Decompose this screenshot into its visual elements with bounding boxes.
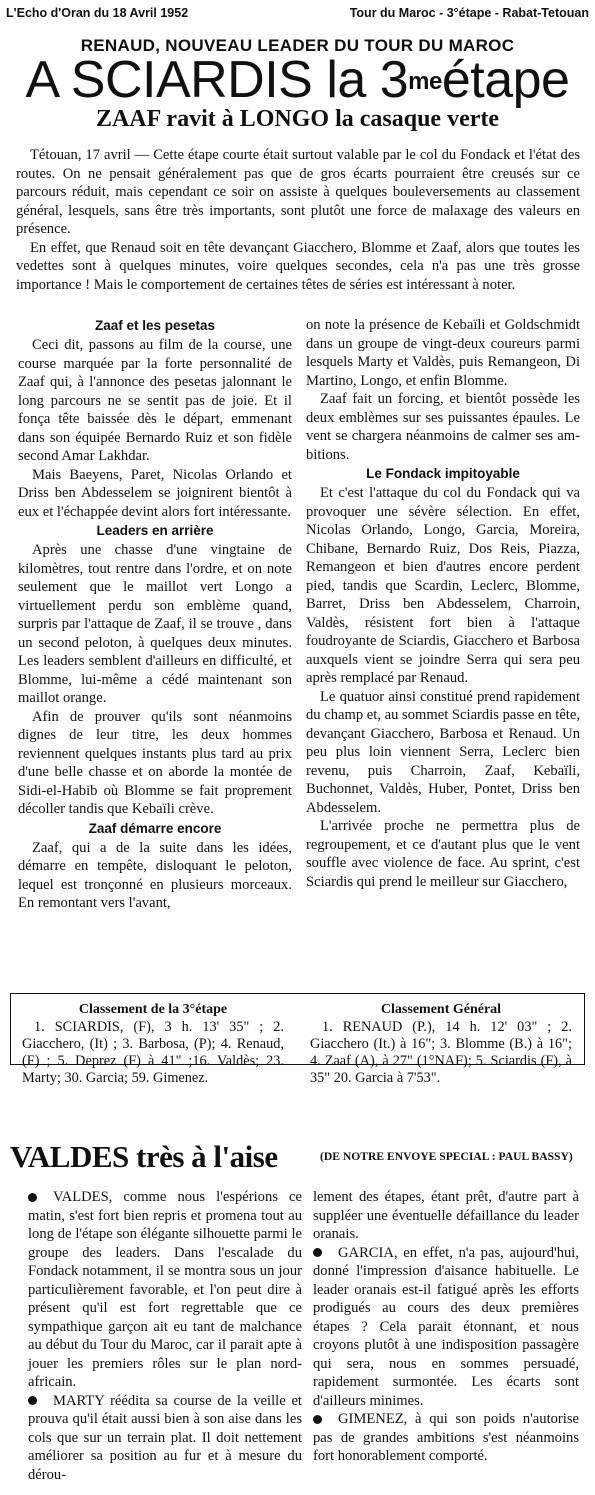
paragraph: Après une chasse d'une vingtaine de kilomètres, tout rentre dans l'ordre, et on note seulement que le maillot vert Longo a virtuellement perdu son emblème quand, surpris par l'attaque de Zaaf, il se trouve , dans un second peloton, à quelques deux minutes. Les leaders semblent d'ailleurs en difficulté, et Blomme, lui-même a cédé maintenant son maillot orange. — [18, 542, 292, 706]
paragraph: Ceci dit, passons au film de la course, une course marquée par la forte personnalité de Zaaf qui, à l'annonce des pesetas jalonnant le long parcours ne se sentit pas de joie. Et il fonça tête baissée dès le départ, emmenant dans son équipée Bernardo Ruiz et son fidèle second Amar Lakhdar. — [18, 337, 292, 464]
valdes-paragraph-text: VALDES, comme nous l'espérions ce matin, s'est fort bien repris et promena tout au long de l'étape son élégante silhouette parmi le groupe des leaders. Dans l'escalade du Fondack notamment, il se montra sous un jour particulièrement favorable, et l'on peut dire à présent qu'il est fort regrettable que ce sympathique garçon ait eu tant de malchance au début du Tour du Maroc, car il parait apte à jouer les premiers rôles sur le plan nord-africain. — [28, 1189, 302, 1390]
headline-end: étape — [441, 51, 570, 109]
article-intro — [16, 146, 580, 294]
section-heading: Zaaf démarre encore — [88, 820, 222, 836]
valdes-right-column — [313, 1188, 579, 1466]
section-heading: Zaaf et les pesetas — [94, 318, 216, 333]
valdes-paragraph-text: MARTY réédita sa course de la veille et prouva qu'il était aussi bien à son aise dans les cols que sur un terrain plat. Il doit nettement améliorer sa position au fur et à mesure du dérou- — [28, 1392, 302, 1483]
bullet-icon — [28, 1193, 37, 1202]
valdes-paragraph — [28, 1188, 302, 1392]
intro-paragraph: En effet, que Renaud soit en tête devançant Giacchero, Blomme et Zaaf, alors que toutes les vedettes sont à quelques minutes, voire quelques secondes, cela n'a pas une très grosse importance ! Mais le comportement de certaines têtes de séries est intéressant à noter. — [16, 239, 580, 293]
paragraph: Afin de prouver qu'ils sont néanmoins dignes de leur titre, les deux hommes reviennent quelques instants plus tard au prix d'une belle chasse et on aborde la montée de Sidi-el-Habib où Blomme se fait proprement décoller tandis que Kebaïli crève. — [18, 708, 292, 817]
valdes-paragraph — [28, 1392, 302, 1485]
bullet-icon — [313, 1415, 322, 1424]
headline-superscript: me — [408, 68, 442, 95]
header-stage: Tour du Maroc - 3°étape - Rabat-Tetouan — [349, 6, 589, 20]
article-headline — [0, 51, 595, 109]
paragraph: Zaaf, qui a de la suite dans les idées, démarre en tempête, disloquant le peloton, lequel est tronçonné en plusieurs morceaux. En remontant vers l'avant, — [18, 839, 292, 911]
section-heading: Le Fondack impitoyable — [366, 466, 520, 481]
bullet-icon — [28, 1396, 37, 1405]
paragraph: Et c'est l'attaque du col du Fondack qui va provoquer une sévère sélection. En effet, Nicolas Orlando, Longo, Garcia, Moreira, Chibane, Bernardo Ruiz, Dos Reis, Piazza, Remangeon et bien d'autres encore perdent pied, tandis que Scardin, Leclerc, Blomme, Barret, Driss ben Abdesselem, Charroin, Valdès, résistent fort bien à l'attaque foudroyante de Sciardis, Giacchero et Barbosa auxquels vient se joindre Serra qui sera peu après remplacé par Renaud. — [306, 485, 580, 686]
paragraph: Le quatuor ainsi constitué prend rapidement du champ et, au sommet Sciardis passe en tête, devançant Giacchero, Barbosa et Renaud. Un peu plus loin viennent Serra, Leclerc bien revenu, puis Charroin, Zaaf, Kebaïli, Buchonnet, Valdès, Huber, Pontet, Driss ben Abdesselem. — [306, 688, 580, 816]
intro-paragraph: Tétouan, 17 avril — Cette étape courte était surtout valable par le col du Fondack et l'état des routes. On ne pensait généralement pas que de gros écarts pourraient être creusés sur ce parcours réduit, mais cependant ce soir on assiste à quelques bouleversements au classement général, lesquels, sans être très importants, sont plutôt une force de malaxage des valeurs en présence. — [16, 147, 580, 237]
stage-classification-title: Classement de la 3°étape — [78, 1002, 228, 1017]
paragraph: Zaaf fait un forcing, et bientôt possède les deux emblèmes sur ses puissantes épaules. Le vent se chargera néanmoins de calmer ses am-bitions. — [306, 391, 580, 463]
valdes-headline: VALDES très à l'aise — [10, 1139, 278, 1174]
article-subhead: ZAAF ravit à LONGO la casaque verte — [95, 106, 500, 132]
header-source: L'Echo d'Oran du 18 Avril 1952 — [6, 6, 189, 20]
bullet-icon — [313, 1248, 322, 1257]
stage-classification — [22, 1001, 284, 1087]
general-classification — [310, 1001, 572, 1087]
right-column — [306, 316, 580, 891]
paragraph: Mais Baeyens, Paret, Nicolas Orlando et Driss ben Abdesselem se joignirent bientôt à eux et l'échappée devint alors fort intéressante. — [18, 466, 292, 520]
valdes-left-column — [28, 1188, 302, 1484]
left-column — [18, 316, 292, 913]
paragraph-continued: on note la présence de Kebaïli et Goldschmidt dans un groupe de vingt-deux coureurs parmi lesquels Marty et Valdès, puis Remangeon, Di Martino, Longo, et enfin Blomme. — [306, 317, 580, 389]
headline-main: A SCIARDIS la 3 — [25, 51, 409, 109]
stage-classification-text: 1. SCIARDIS, (F), 3 h. 13' 35" ; 2. Giacchero, (It) ; 3. Barbosa, (P); 4. Renaud, (F) ; 5. Deprez (F) à 41" ;16. Valdès; 23. Marty; 30. Garcia; 59. Gimenez. — [22, 1019, 284, 1086]
general-classification-text: 1. RENAUD (P.), 14 h. 12' 03" ; 2. Giacchero (It.) à 16"; 3. Blomme (B.) à 16"; 4. Zaaf (A), à 27" (1°NAF); 5. Sciardis (F), à 35" 20. Garcia à 7'53". — [310, 1019, 572, 1086]
valdes-paragraph-text: GARCIA, en effet, n'a pas, aujourd'hui, donné l'impression d'aisance habituelle. Le leader oranais est-il fatigué après les efforts prodigués au cours des deux premières étapes ? Cela parait étonnant, et nous croyons plutôt à une indisposition passagère qui sera, nous en sommes persuadé, rapidement surmontée. Les écarts sont d'ailleurs minimes. — [313, 1244, 579, 1409]
valdes-paragraph — [313, 1410, 579, 1466]
valdes-paragraph: lement des étapes, étant prêt, d'autre part à suppléer une éventuelle défaillance du leader oranais. — [313, 1189, 579, 1242]
valdes-paragraph — [313, 1244, 579, 1411]
section-heading: Leaders en arrière — [96, 523, 214, 538]
valdes-paragraph-text: GIMENEZ, à qui son poids n'autorise pas de grandes ambitions s'est néanmoins fort honorablement comporté. — [313, 1411, 579, 1464]
valdes-byline: (DE NOTRE ENVOYE SPECIAL : PAUL BASSY) — [320, 1150, 573, 1163]
article-kicker: RENAUD, NOUVEAU LEADER DU TOUR DU MAROC — [80, 36, 515, 55]
paragraph: L'arrivée proche ne permettra plus de regroupement, et ce d'autant plus que le vent souffle avec violence de face. Au sprint, c'est Sciardis qui prend le meilleur sur Giacchero, — [306, 818, 580, 890]
running-header — [6, 6, 589, 24]
general-classification-title: Classement Général — [380, 1002, 502, 1017]
